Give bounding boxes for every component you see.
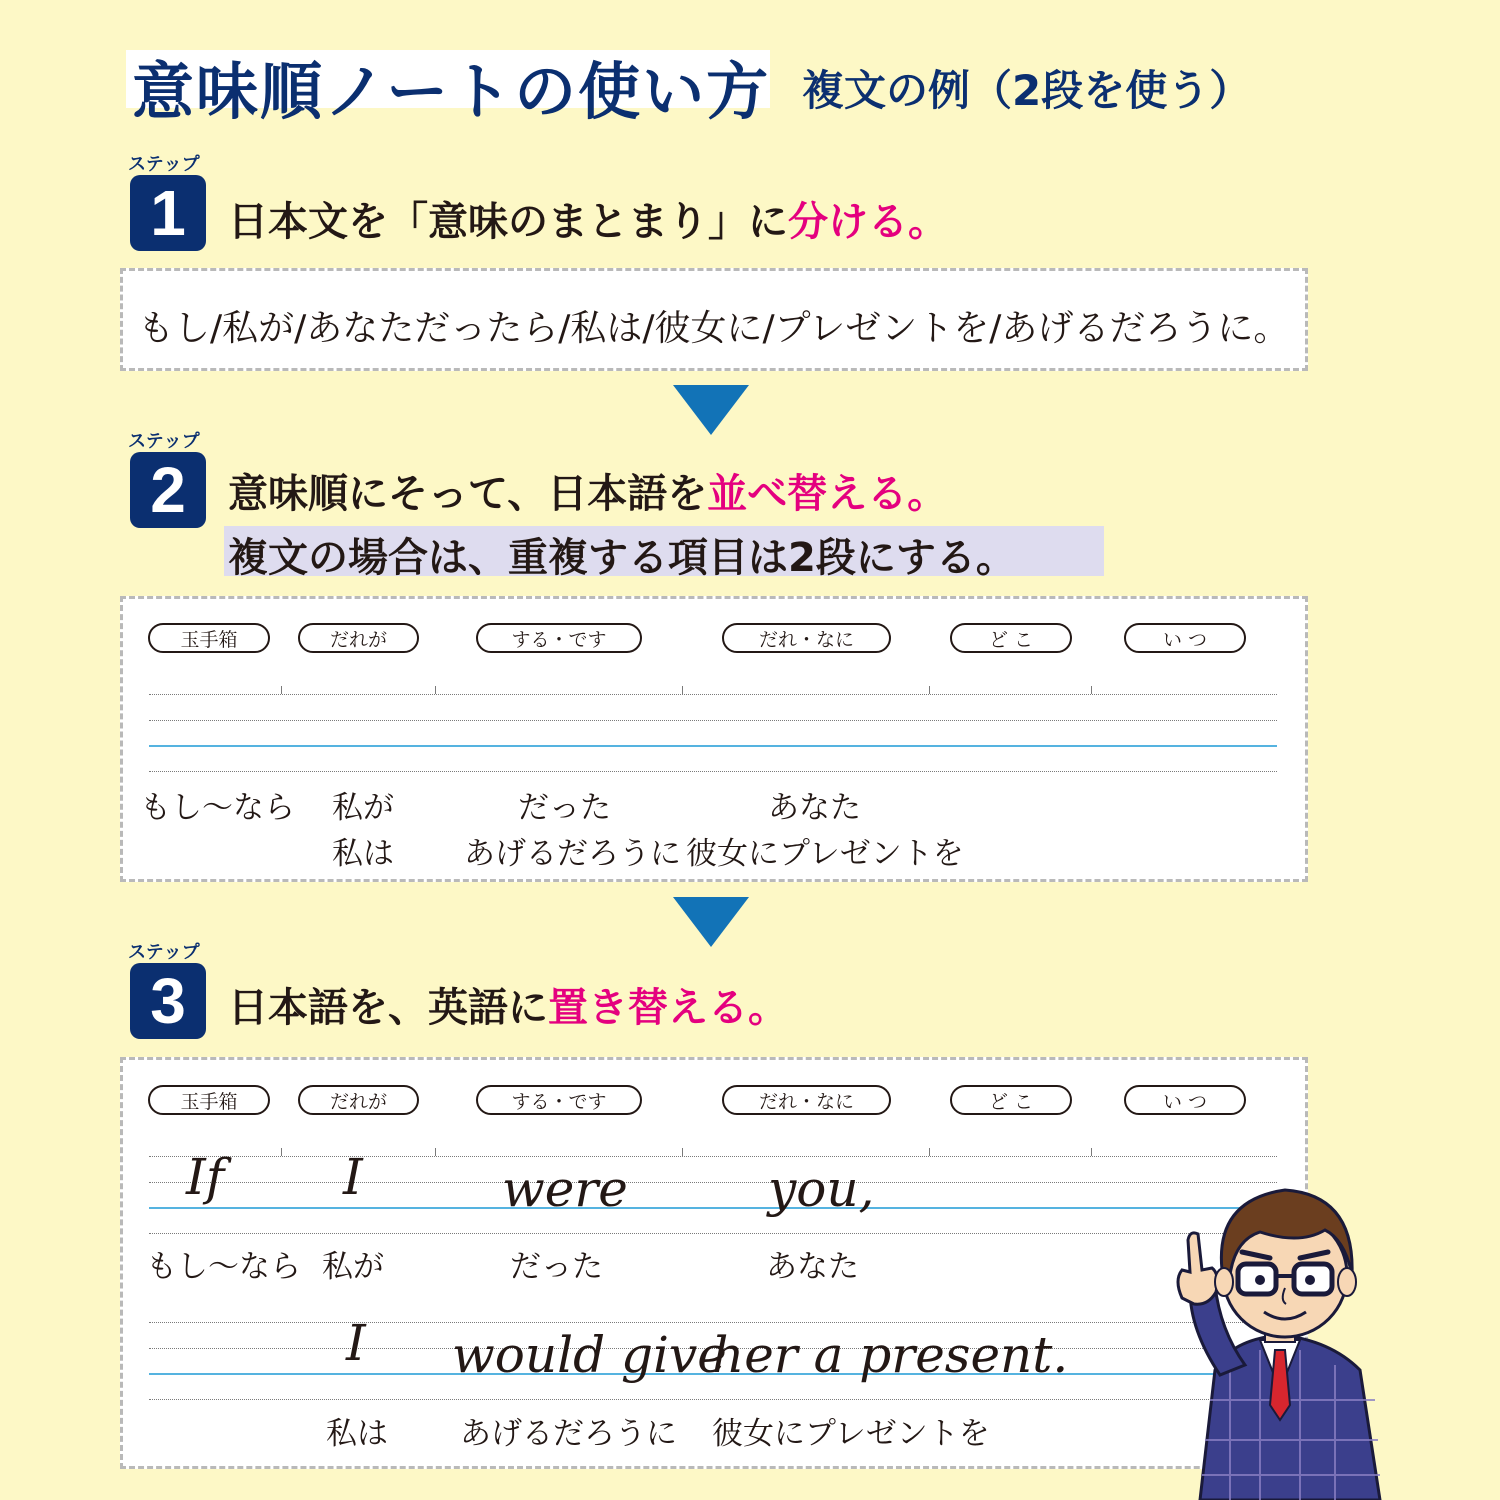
s3-row1-suru-desu: だった [510,1249,603,1285]
s3-row1-en-suru-desu: were [502,1160,628,1218]
baseline [149,1207,1277,1209]
s2-row2-suru-desu: あげるだろうに [464,836,681,872]
column-divider [281,1148,282,1156]
step-1-highlight: 分ける。 [788,199,948,245]
column-doko: ど こ [950,1085,1072,1115]
s2-row1-dare-nani: あなた [768,790,861,826]
writing-line [149,1233,1277,1234]
step-1-text: 日本文を「意味のまとまり」に [228,199,788,245]
down-arrow-icon [673,385,749,435]
s3-row2-dare-ga: 私は [326,1416,388,1452]
writing-line [149,720,1277,721]
s2-row1-tamatebako: もし〜なら [140,790,295,826]
column-divider [929,686,930,694]
column-dare-ga: だれが [298,623,419,653]
s3-row1-dare-nani: あなた [766,1249,859,1285]
step-2-note: 複文の場合は、重複する項目は2段にする。 [228,535,1016,581]
step-3-text: 日本語を、英語に [228,985,548,1031]
column-dare-ga: だれが [298,1085,419,1115]
step-3-number: 3 [130,963,206,1039]
column-divider [929,1148,930,1156]
column-suru-desu: する・です [476,623,642,653]
writing-line [149,1182,1277,1183]
s3-row1-en-dare-ga: I [343,1148,363,1206]
writing-line [149,1322,1277,1323]
writing-line [149,1156,1277,1157]
step-3-label: ステップ [128,942,200,963]
step-2-heading [228,462,947,519]
s2-row2-dare-nani: 彼女にプレゼントを [686,836,964,872]
s3-row2-dare-nani: 彼女にプレゼントを [712,1416,990,1452]
column-divider [682,1148,683,1156]
s2-row1-dare-ga: 私が [332,790,394,826]
s2-row1-suru-desu: だった [518,790,611,826]
teacher-illustration [1160,1170,1400,1500]
column-divider [1091,686,1092,694]
s3-row1-if: If [186,1148,225,1206]
writing-line [149,771,1277,772]
page-subtitle: 複文の例（2段を使う） [802,66,1252,115]
step-3-highlight: 置き替える。 [548,985,788,1031]
s3-row1-en-dare-nani: you, [768,1160,875,1218]
step-2-text: 意味順にそって、日本語を [228,471,708,517]
column-divider [1091,1148,1092,1156]
s3-row2-en-dare-nani: her a present. [712,1326,1069,1384]
writing-line [149,1399,1277,1400]
column-tamatebako: 玉手箱 [148,1085,270,1115]
step-1-example: もし/私が/あなただったら/私は/彼女に/プレゼントを/あげるだろうに。 [138,308,1290,349]
column-divider [682,686,683,694]
s3-row2-suru-desu: あげるだろうに [460,1416,677,1452]
column-dare-nani: だれ・なに [722,1085,891,1115]
s2-row2-dare-ga: 私は [332,836,394,872]
column-divider [435,1148,436,1156]
step-3-heading [228,976,788,1033]
s3-row2-en-dare-ga: I [346,1314,366,1372]
column-itsu: い つ [1124,623,1246,653]
column-dare-nani: だれ・なに [722,623,891,653]
column-doko: ど こ [950,623,1072,653]
page-title: 意味順ノートの使い方 [132,55,771,128]
step-2-number: 2 [130,452,206,528]
down-arrow-icon [673,897,749,947]
s3-row1-tamatebako: もし〜なら [146,1249,301,1285]
column-divider [281,686,282,694]
step-2-label: ステップ [128,431,200,452]
step-1-heading [228,190,948,247]
s3-row1-dare-ga: 私が [322,1249,384,1285]
column-suru-desu: する・です [476,1085,642,1115]
writing-line [149,694,1277,695]
s3-row2-en-suru-desu: would give [452,1326,727,1384]
column-divider [435,686,436,694]
column-itsu: い つ [1124,1085,1246,1115]
column-tamatebako: 玉手箱 [148,623,270,653]
step-1-number: 1 [130,175,206,251]
step-2-highlight: 並べ替える。 [707,471,948,517]
step-1-label: ステップ [128,154,200,175]
baseline [149,745,1277,747]
